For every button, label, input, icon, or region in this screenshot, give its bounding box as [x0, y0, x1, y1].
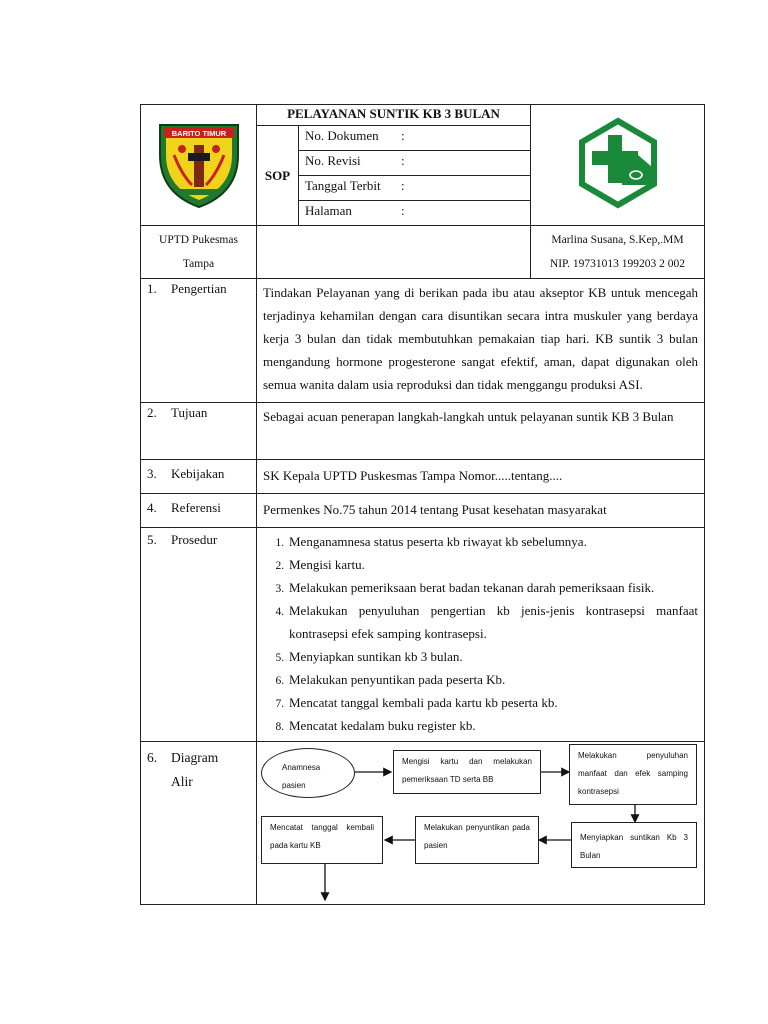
flow-box-mengisi-kartu: Mengisi kartu dan melakukan pemeriksaan TD serta BB	[393, 750, 541, 794]
flow-box-penyuntikan: Melakukan penyuntikan pada pasien	[415, 816, 539, 864]
sop-label: SOP	[257, 126, 299, 226]
field-tanggal-terbit: Tanggal Terbit :	[299, 176, 531, 201]
procedure-step: 5. Menyiapkan suntikan kb 3 bulan.	[287, 645, 698, 668]
section-label-kebijakan: 3. Kebijakan	[141, 460, 257, 494]
flow-box-penyuluhan: Melakukan penyuluhan manfaat dan efek samping kontrasepsi	[569, 744, 697, 805]
procedure-step: 1. Menganamnesa status peserta kb riwayat kb sebelumnya.	[287, 530, 698, 553]
flow-box-mencatat-tanggal: Mencatat tanggal kembali pada kartu KB	[261, 816, 383, 864]
section-procedure	[257, 528, 705, 742]
section-label-tujuan: 2. Tujuan	[141, 403, 257, 460]
procedure-steps	[263, 530, 698, 737]
section-text-pengertian: Tindakan Pelayanan yang di berikan pada ibu atau akseptor KB untuk mencegah terjadinya kehamilan dengan cara disuntikan secara intra muskuler yang berdaya kerja 3 bulan dan tidak membutuhkan pemakaian tiap hari. KB suntik 3 bulan mengandung hormone progesterone sangat efektif, aman, dapat digunakan oleh semua wanita dalam usia reproduksi dan tidak menggangu produksi ASI.	[257, 279, 705, 403]
blank-signature-area	[257, 226, 531, 279]
sop-document	[140, 104, 704, 905]
regency-crest-label: BARITO TIMUR	[171, 129, 226, 138]
procedure-step: 4. Melakukan penyuluhan pengertian kb jenis-jenis kontrasepsi manfaat kontrasepsi efek samping kontrasepsi.	[287, 599, 698, 645]
procedure-step: 8. Mencatat kedalam buku register kb.	[287, 714, 698, 737]
flow-box-menyiapkan-suntikan: Menyiapkan suntikan Kb 3 Bulan	[571, 822, 697, 868]
procedure-step: 6. Melakukan penyuntikan pada peserta Kb.	[287, 668, 698, 691]
procedure-step: 7. Mencatat tanggal kembali pada kartu kb peserta kb.	[287, 691, 698, 714]
signer-nip: NIP. 19731013 199203 2 002	[549, 258, 686, 270]
section-label-pengertian: 1. Pengertian	[141, 279, 257, 403]
puskesmas-logo-cell	[531, 105, 705, 226]
section-label-referensi: 4. Referensi	[141, 494, 257, 528]
section-text-tujuan: Sebagai acuan penerapan langkah-langkah untuk pelayanan suntik KB 3 Bulan	[257, 403, 705, 460]
section-text-referensi: Permenkes No.75 tahun 2014 tentang Pusat kesehatan masyarakat	[257, 494, 705, 528]
signer-block	[531, 226, 705, 279]
flow-diagram	[257, 742, 705, 905]
signer-name: Marlina Susana, S.Kep,.MM	[551, 234, 684, 246]
flow-box-anamnesa: Anamnesa pasien	[261, 748, 355, 798]
procedure-step: 2. Mengisi kartu.	[287, 553, 698, 576]
regency-crest-icon	[152, 115, 246, 211]
section-label-prosedur: 5. Prosedur	[141, 528, 257, 742]
regency-logo-cell	[141, 105, 257, 226]
organization-name: UPTD Pukesmas Tampa	[141, 226, 257, 279]
section-text-kebijakan: SK Kepala UPTD Puskesmas Tampa Nomor.....tentang....	[257, 460, 705, 494]
field-halaman: Halaman :	[299, 201, 531, 226]
field-no-revisi: No. Revisi :	[299, 151, 531, 176]
document-title: PELAYANAN SUNTIK KB 3 BULAN	[257, 105, 531, 126]
puskesmas-logo-icon	[570, 115, 666, 211]
procedure-step: 3. Melakukan pemeriksaan berat badan tekanan darah pemeriksaan fisik.	[287, 576, 698, 599]
field-no-dokumen: No. Dokumen :	[299, 126, 531, 151]
section-label-diagram: 6. Diagram Alir	[141, 742, 257, 905]
